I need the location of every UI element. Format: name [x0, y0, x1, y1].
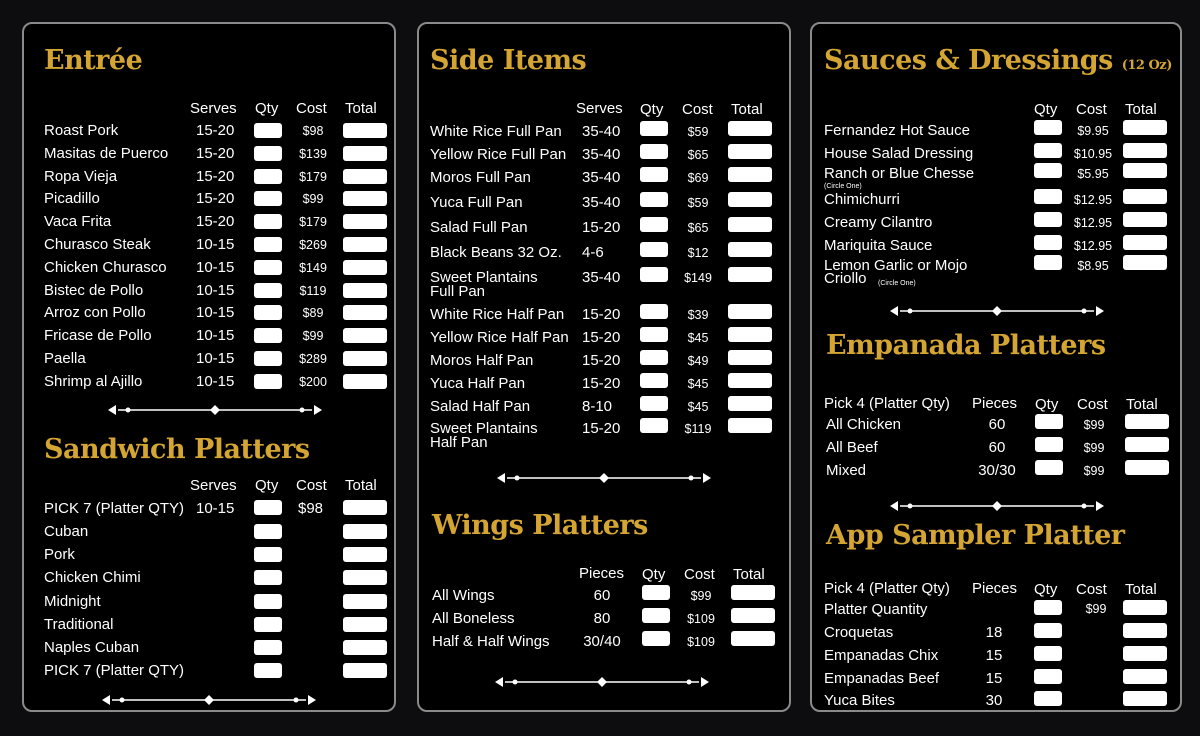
- cost-value: $99: [1085, 602, 1107, 616]
- cost-value: $149: [684, 271, 712, 285]
- cost-value: $99: [1083, 464, 1105, 478]
- pieces-value: 80: [593, 609, 611, 627]
- ornamental-divider: [495, 675, 709, 689]
- item-name: Ranch or Blue Chesse: [824, 165, 975, 182]
- header-total: Total: [345, 477, 377, 494]
- qty-input[interactable]: [254, 260, 282, 275]
- item-name: Cuban: [44, 523, 89, 540]
- qty-input[interactable]: [254, 547, 282, 562]
- qty-input[interactable]: [254, 305, 282, 320]
- serves-value: 15-20: [196, 213, 235, 231]
- total-input[interactable]: [343, 283, 387, 298]
- serves-value: 15-20: [196, 190, 235, 208]
- item-name: Half & Half Wings: [432, 632, 550, 650]
- qty-input[interactable]: [1034, 646, 1062, 661]
- serves-value: 35-40: [582, 146, 621, 163]
- header-serves: Serves: [190, 100, 237, 117]
- cost-value: $12.95: [1073, 193, 1113, 207]
- item-name: Paella: [44, 350, 86, 367]
- total-input[interactable]: [1123, 120, 1167, 135]
- cost-value: $9.95: [1077, 124, 1109, 138]
- cost-value: $45: [687, 377, 709, 391]
- total-input[interactable]: [343, 260, 387, 275]
- item-name: Yuca Half Pan: [430, 375, 526, 392]
- pieces-value: 60: [593, 587, 611, 604]
- header-cost: Cost: [296, 100, 327, 117]
- qty-input[interactable]: [254, 283, 282, 298]
- qty-input[interactable]: [254, 617, 282, 632]
- item-name: Chicken Churasco: [44, 258, 167, 276]
- ornamental-divider: [102, 693, 316, 707]
- total-input[interactable]: [728, 396, 772, 411]
- item-name: PICK 7 (Platter QTY): [44, 500, 185, 517]
- total-input[interactable]: [1125, 437, 1169, 452]
- total-input[interactable]: [1123, 691, 1167, 706]
- header-cost: Cost: [1076, 581, 1107, 598]
- total-input[interactable]: [731, 631, 775, 646]
- header-qty: Qty: [1034, 581, 1058, 598]
- cost-value: $98: [298, 500, 324, 517]
- item-name: Platter Quantity: [824, 601, 928, 618]
- header-qty: Qty: [1035, 396, 1059, 413]
- pieces-value: 18: [985, 624, 1003, 641]
- item-name: Yuca Bites: [824, 692, 895, 710]
- qty-input[interactable]: [642, 631, 670, 646]
- total-input[interactable]: [343, 570, 387, 585]
- cost-value: $69: [687, 171, 709, 185]
- serves-value: 10-15: [196, 281, 235, 299]
- total-input[interactable]: [1123, 669, 1167, 684]
- item-name: White Rice Full Pan: [430, 123, 562, 140]
- serves-value: 15-20: [196, 144, 235, 162]
- total-input[interactable]: [343, 524, 387, 539]
- total-input[interactable]: [728, 121, 772, 136]
- qty-input[interactable]: [1034, 255, 1062, 270]
- qty-input[interactable]: [1034, 120, 1062, 135]
- item-name: Sweet Plantains: [430, 269, 538, 286]
- item-name: Shrimp al Ajillo: [44, 372, 143, 390]
- total-input[interactable]: [728, 144, 772, 159]
- serves-value: 10-15: [196, 258, 235, 276]
- total-input[interactable]: [1123, 143, 1167, 158]
- header-pick: Pick 4 (Platter Qty): [824, 580, 950, 597]
- item-name: Empanadas Chix: [824, 646, 939, 664]
- total-input[interactable]: [1123, 189, 1167, 204]
- qty-input[interactable]: [254, 524, 282, 539]
- total-input[interactable]: [731, 585, 775, 600]
- qty-input[interactable]: [254, 663, 282, 678]
- qty-input[interactable]: [1035, 437, 1063, 452]
- cost-value: $65: [687, 221, 709, 235]
- item-name: Chimichurri: [824, 191, 900, 208]
- total-input[interactable]: [1123, 255, 1167, 270]
- qty-input[interactable]: [640, 418, 668, 433]
- qty-input[interactable]: [640, 121, 668, 136]
- cost-value: $12: [687, 246, 709, 260]
- item-name: Moros Half Pan: [430, 352, 534, 369]
- cost-value: $10.95: [1073, 147, 1113, 161]
- item-name: Naples Cuban: [44, 639, 140, 656]
- header-cost: Cost: [684, 566, 715, 583]
- total-input[interactable]: [728, 267, 772, 282]
- circle-one-note: (Circle One): [824, 183, 862, 190]
- total-input[interactable]: [343, 146, 387, 161]
- item-name: Sweet Plantains: [430, 420, 538, 437]
- cost-value: $98: [302, 124, 324, 138]
- header-total: Total: [1125, 581, 1157, 598]
- item-name: Pork: [44, 546, 75, 564]
- total-input[interactable]: [728, 217, 772, 232]
- cost-value: $59: [687, 196, 709, 210]
- cost-value: $45: [687, 400, 709, 414]
- qty-input[interactable]: [640, 396, 668, 411]
- total-input[interactable]: [343, 169, 387, 184]
- pieces-value: 30/40: [583, 632, 621, 650]
- qty-input[interactable]: [640, 192, 668, 207]
- serves-value: 10-15: [196, 500, 235, 517]
- item-name: Half Pan: [430, 434, 488, 451]
- item-name: Traditional: [44, 615, 114, 633]
- qty-input[interactable]: [254, 640, 282, 655]
- total-input[interactable]: [1125, 414, 1169, 429]
- qty-input[interactable]: [254, 351, 282, 366]
- serves-value: 35-40: [582, 194, 621, 211]
- header-total: Total: [1126, 396, 1158, 413]
- qty-input[interactable]: [1034, 669, 1062, 684]
- serves-value: 10-15: [196, 327, 235, 345]
- qty-input[interactable]: [254, 169, 282, 184]
- qty-input[interactable]: [254, 570, 282, 585]
- serves-value: 10-15: [196, 372, 235, 390]
- item-name: Creamy Cilantro: [824, 214, 933, 231]
- sauces-title-text: Sauces & Dressings: [824, 45, 1113, 76]
- item-name: Salad Half Pan: [430, 398, 531, 415]
- ornamental-divider: [890, 304, 1104, 318]
- qty-input[interactable]: [254, 328, 282, 343]
- cost-value: $65: [687, 148, 709, 162]
- serves-value: 15-20: [582, 306, 621, 323]
- cost-value: $12.95: [1073, 216, 1113, 230]
- cost-value: $99: [302, 192, 324, 207]
- cost-value: $289: [299, 352, 327, 366]
- total-input[interactable]: [343, 500, 387, 515]
- qty-input[interactable]: [254, 237, 282, 252]
- pieces-value: 15: [985, 669, 1003, 687]
- cost-value: $99: [1083, 418, 1105, 432]
- item-name: Empanadas Beef: [824, 669, 940, 687]
- total-input[interactable]: [728, 167, 772, 182]
- total-input[interactable]: [728, 373, 772, 388]
- item-name: Yuca Full Pan: [430, 194, 523, 211]
- qty-input[interactable]: [1034, 691, 1062, 706]
- cost-value: $139: [299, 146, 327, 161]
- item-name: Churasco Steak: [44, 236, 151, 253]
- header-total: Total: [731, 101, 763, 118]
- cost-value: $109: [687, 634, 715, 649]
- item-name: Criollo: [824, 270, 867, 287]
- total-input[interactable]: [728, 242, 772, 257]
- serves-value: 35-40: [582, 123, 621, 140]
- header-qty: Qty: [255, 477, 279, 494]
- item-name: Yellow Rice Full Pan: [430, 146, 567, 163]
- qty-input[interactable]: [640, 327, 668, 342]
- cost-value: $8.95: [1077, 259, 1109, 273]
- total-input[interactable]: [343, 191, 387, 206]
- item-name: Arroz con Pollo: [44, 304, 146, 322]
- header-pick: Pick 4 (Platter Qty): [824, 395, 950, 412]
- qty-input[interactable]: [1034, 235, 1062, 250]
- pieces-value: 15: [985, 646, 1003, 664]
- total-input[interactable]: [343, 123, 387, 138]
- qty-input[interactable]: [1035, 460, 1063, 475]
- total-input[interactable]: [343, 547, 387, 562]
- pieces-value: 60: [988, 439, 1006, 456]
- ornamental-divider: [108, 403, 322, 417]
- cost-value: $119: [684, 422, 712, 436]
- qty-input[interactable]: [254, 146, 282, 161]
- qty-input[interactable]: [1035, 414, 1063, 429]
- header-cost: Cost: [682, 101, 713, 118]
- serves-value: 35-40: [582, 169, 621, 186]
- total-input[interactable]: [343, 617, 387, 632]
- cost-value: $49: [687, 354, 709, 368]
- qty-input[interactable]: [642, 585, 670, 600]
- item-name: House Salad Dressing: [824, 145, 974, 162]
- total-input[interactable]: [1123, 600, 1167, 615]
- qty-input[interactable]: [640, 217, 668, 232]
- pieces-value: 30: [985, 692, 1003, 710]
- serves-value: 15-20: [196, 167, 235, 185]
- qty-input[interactable]: [640, 167, 668, 182]
- total-input[interactable]: [1123, 163, 1167, 178]
- item-name: Black Beans 32 Oz.: [430, 244, 562, 261]
- header-pieces: Pieces: [972, 395, 1018, 412]
- serves-value: 8-10: [582, 398, 613, 415]
- header-serves: Serves: [576, 100, 623, 117]
- serves-value: 4-6: [582, 244, 604, 261]
- cost-value: $12.95: [1073, 239, 1113, 253]
- qty-input[interactable]: [1034, 189, 1062, 204]
- total-input[interactable]: [343, 374, 387, 389]
- header-total: Total: [345, 100, 377, 117]
- circle-one-note: (Circle One): [878, 280, 916, 287]
- serves-value: 35-40: [582, 269, 621, 286]
- section-title-sampler: App Sampler Platter: [826, 520, 1125, 551]
- cost-value: $269: [299, 238, 327, 252]
- header-total: Total: [733, 566, 765, 583]
- qty-input[interactable]: [1034, 623, 1062, 638]
- cost-value: $149: [299, 260, 327, 275]
- header-qty: Qty: [1034, 101, 1058, 118]
- total-input[interactable]: [1123, 646, 1167, 661]
- total-input[interactable]: [728, 350, 772, 365]
- header-cost: Cost: [1077, 396, 1108, 413]
- serves-value: 15-20: [582, 219, 621, 236]
- qty-input[interactable]: [254, 191, 282, 206]
- serves-value: 15-20: [582, 420, 621, 437]
- qty-input[interactable]: [254, 374, 282, 389]
- item-name: Full Pan: [430, 283, 486, 300]
- section-title-sandwich: Sandwich Platters: [44, 434, 310, 465]
- total-input[interactable]: [343, 237, 387, 252]
- qty-input[interactable]: [1034, 600, 1062, 615]
- item-name: All Wings: [432, 587, 495, 604]
- total-input[interactable]: [343, 351, 387, 366]
- qty-input[interactable]: [640, 242, 668, 257]
- item-name: Masitas de Puerco: [44, 144, 169, 162]
- total-input[interactable]: [343, 214, 387, 229]
- header-serves: Serves: [190, 477, 237, 494]
- total-input[interactable]: [728, 327, 772, 342]
- item-name: Ropa Vieja: [44, 167, 118, 185]
- cost-value: $5.95: [1077, 167, 1109, 181]
- header-qty: Qty: [640, 101, 664, 118]
- cost-value: $109: [687, 611, 715, 626]
- qty-input[interactable]: [640, 350, 668, 365]
- item-name: White Rice Half Pan: [430, 306, 565, 323]
- header-qty: Qty: [255, 100, 279, 117]
- serves-value: 10-15: [196, 350, 235, 367]
- item-name: Midnight: [44, 592, 101, 610]
- cost-value: $99: [302, 329, 324, 344]
- serves-value: 15-20: [582, 329, 621, 346]
- item-name: Mixed: [826, 462, 867, 479]
- serves-value: 10-15: [196, 236, 235, 253]
- total-input[interactable]: [343, 594, 387, 609]
- serves-value: 15-20: [196, 122, 235, 139]
- header-pieces: Pieces: [579, 565, 625, 582]
- qty-input[interactable]: [1034, 163, 1062, 178]
- sauces-size-note: (12 Oz): [1121, 58, 1172, 73]
- item-name: Fricase de Pollo: [44, 327, 152, 345]
- qty-input[interactable]: [1034, 212, 1062, 227]
- total-input[interactable]: [731, 608, 775, 623]
- qty-input[interactable]: [640, 267, 668, 282]
- header-cost: Cost: [296, 477, 327, 494]
- item-name: All Beef: [826, 439, 878, 456]
- cost-value: $45: [687, 331, 709, 345]
- qty-input[interactable]: [640, 304, 668, 319]
- item-name: Picadillo: [44, 190, 100, 208]
- total-input[interactable]: [343, 328, 387, 343]
- item-name: All Boneless: [432, 609, 515, 627]
- total-input[interactable]: [728, 304, 772, 319]
- total-input[interactable]: [343, 663, 387, 678]
- cost-value: $119: [299, 283, 327, 298]
- cost-value: $179: [299, 169, 327, 184]
- qty-input[interactable]: [640, 144, 668, 159]
- item-name: Vaca Frita: [44, 213, 112, 231]
- qty-input[interactable]: [254, 214, 282, 229]
- total-input[interactable]: [1123, 212, 1167, 227]
- serves-value: 15-20: [582, 352, 621, 369]
- cost-value: $99: [1083, 441, 1105, 455]
- section-title-empanada: Empanada Platters: [826, 330, 1106, 361]
- cost-value: $59: [687, 125, 709, 139]
- item-name: Bistec de Pollo: [44, 281, 144, 299]
- qty-input[interactable]: [254, 123, 282, 138]
- pieces-value: 30/30: [978, 462, 1016, 479]
- cost-value: $39: [687, 308, 709, 322]
- total-input[interactable]: [343, 305, 387, 320]
- section-title-wings: Wings Platters: [432, 510, 648, 541]
- total-input[interactable]: [1123, 623, 1167, 638]
- header-cost: Cost: [1076, 101, 1107, 118]
- item-name: Lemon Garlic or Mojo: [824, 257, 968, 274]
- cost-value: $99: [690, 589, 712, 603]
- item-name: Moros Full Pan: [430, 169, 531, 186]
- serves-value: 10-15: [196, 304, 235, 322]
- cost-value: $179: [299, 215, 327, 230]
- qty-input[interactable]: [254, 500, 282, 515]
- qty-input[interactable]: [254, 594, 282, 609]
- qty-input[interactable]: [1034, 143, 1062, 158]
- pieces-value: 60: [988, 416, 1006, 433]
- item-name: Fernandez Hot Sauce: [824, 122, 970, 139]
- cost-value: $89: [302, 306, 324, 321]
- item-name: All Chicken: [826, 416, 902, 433]
- section-title-sides: Side Items: [430, 45, 587, 76]
- header-qty: Qty: [642, 566, 666, 583]
- header-total: Total: [1125, 101, 1157, 118]
- total-input[interactable]: [1123, 235, 1167, 250]
- item-name: Yellow Rice Half Pan: [430, 329, 569, 346]
- total-input[interactable]: [728, 418, 772, 433]
- section-title-entree: Entrée: [44, 45, 143, 76]
- section-title-sauces: [824, 45, 1172, 76]
- ornamental-divider: [497, 471, 711, 485]
- total-input[interactable]: [728, 192, 772, 207]
- item-name: PICK 7 (Platter QTY): [44, 662, 185, 680]
- item-name: Mariquita Sauce: [824, 237, 933, 254]
- ornamental-divider: [890, 499, 1104, 513]
- cost-value: $200: [299, 374, 327, 389]
- item-name: Roast Pork: [44, 122, 119, 139]
- total-input[interactable]: [343, 640, 387, 655]
- qty-input[interactable]: [640, 373, 668, 388]
- qty-input[interactable]: [642, 608, 670, 623]
- item-name: Chicken Chimi: [44, 569, 141, 587]
- total-input[interactable]: [1125, 460, 1169, 475]
- item-name: Croquetas: [824, 624, 894, 641]
- serves-value: 15-20: [582, 375, 621, 392]
- item-name: Salad Full Pan: [430, 219, 528, 236]
- header-pieces: Pieces: [972, 580, 1018, 597]
